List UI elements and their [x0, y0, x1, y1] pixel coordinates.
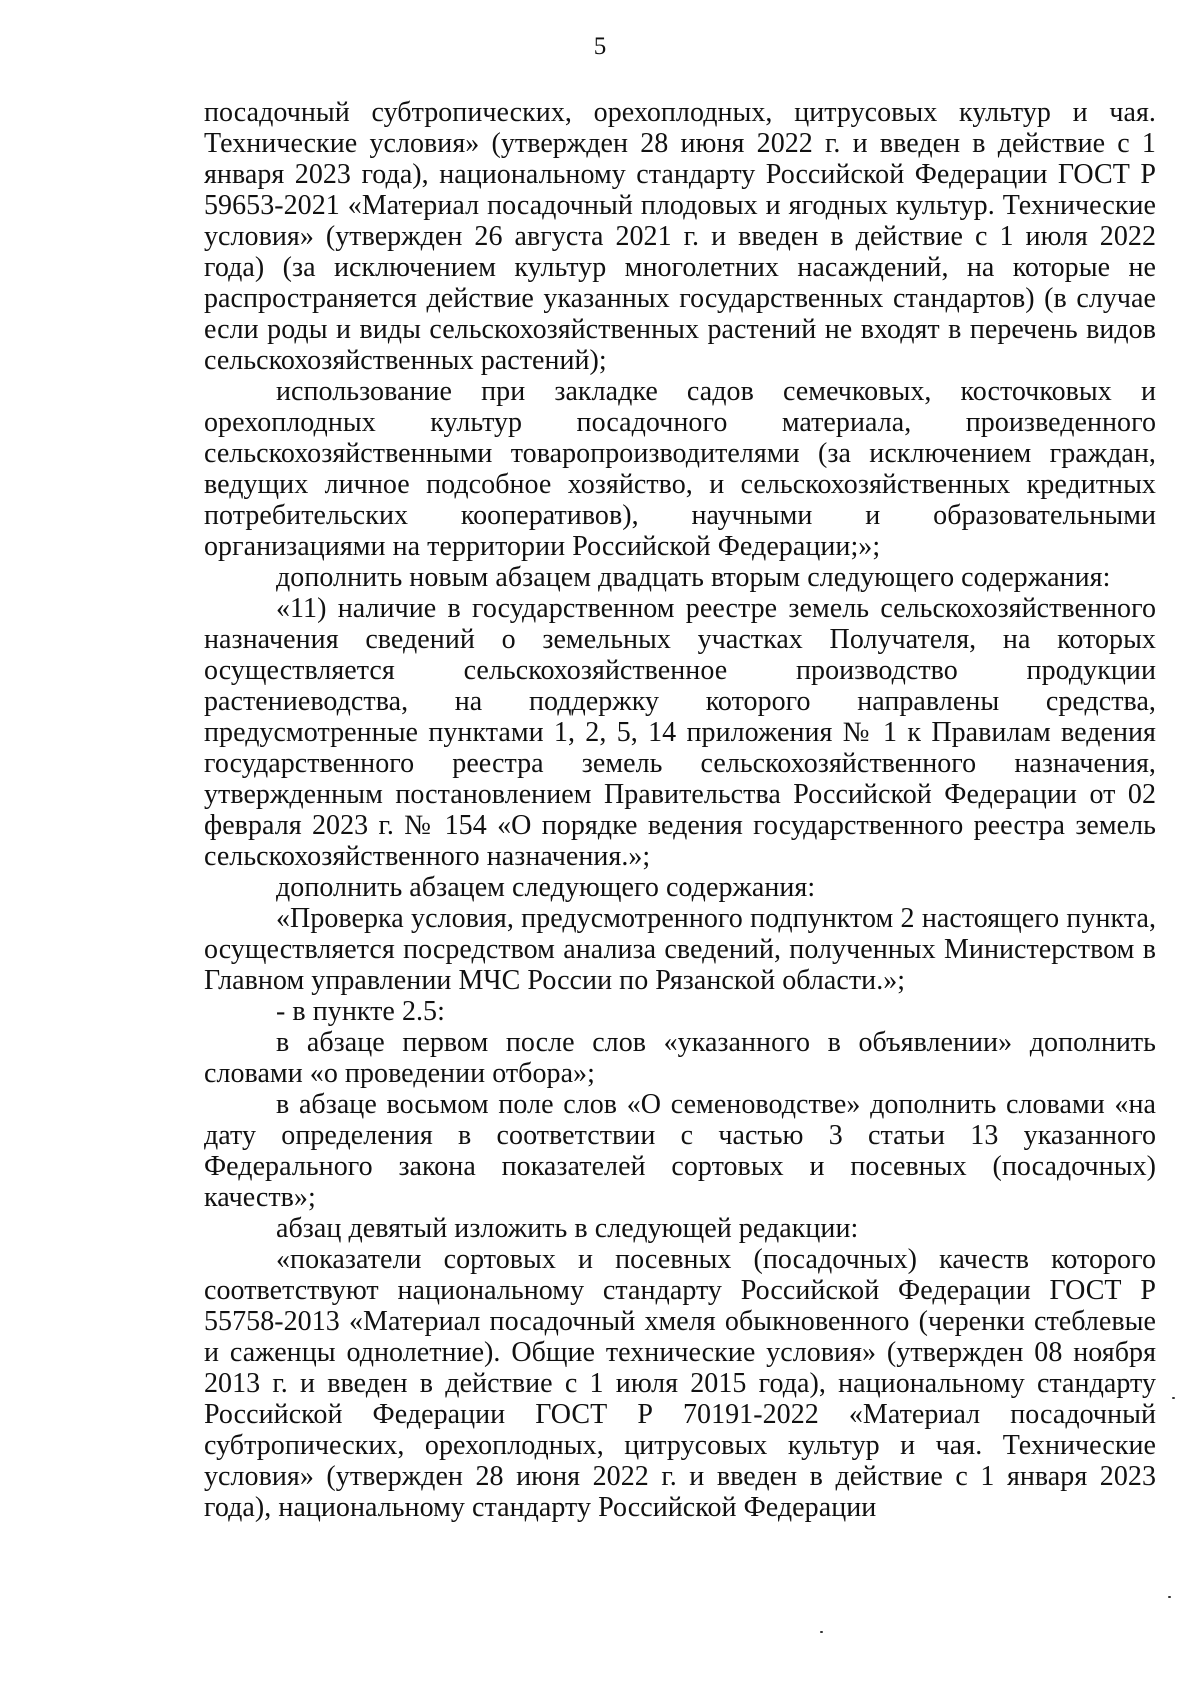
document-body: [204, 97, 1156, 1523]
scan-speck: [1168, 1596, 1171, 1598]
paragraph: в абзаце первом после слов «указанного в объявлении» дополнить словами «о проведении отбора»;: [204, 1027, 1156, 1089]
paragraph: абзац девятый изложить в следующей редакции:: [276, 1213, 859, 1244]
paragraph: «показатели сортовых и посевных (посадочных) качеств которого соответствуют национальному стандарту Российской Федерации ГОСТ Р 55758-2013 «Материал посадочный хмеля обыкновенного (черенки стеблевые и саженцы однолетние). Общие технические условия» (утвержден 08 ноября 2013 г. и введен в действие с 1 июля 2015 года), национальному стандарту Российской Федерации ГОСТ Р 70191-2022 «Материал посадочный субтропических, орехоплодных, цитрусовых культур и чая. Технические условия» (утвержден 28 июня 2022 г. и введен в действие с 1 января 2023 года), национальному стандарту Российской Федерации: [204, 1244, 1156, 1523]
paragraph: посадочный субтропических, орехоплодных, цитрусовых культур и чая. Технические условия» (утвержден 28 июня 2022 г. и введен в действие с 1 января 2023 года), национальному стандарту Российской Федерации ГОСТ Р 59653-2021 «Материал посадочный плодовых и ягодных культур. Технические условия» (утвержден 26 августа 2021 г. и введен в действие с 1 июля 2022 года) (за исключением культур многолетних насаждений, на которые не распространяется действие указанных государственных стандартов) (в случае если роды и виды сельскохозяйственных растений не входят в перечень видов сельскохозяйственных растений);: [204, 97, 1156, 376]
paragraph: «Проверка условия, предусмотренного подпунктом 2 настоящего пункта, осуществляется посредством анализа сведений, полученных Министерством в Главном управлении МЧС России по Рязанской области.»;: [204, 903, 1156, 996]
paragraph: использование при закладке садов семечковых, косточковых и орехоплодных культур посадочного материала, произведенного сельскохозяйственными товаропроизводителями (за исключением граждан, ведущих личное подсобное хозяйство, и сельскохозяйственных кредитных потребительских кооперативов), научными и образовательными организациями на территории Российской Федерации;»;: [204, 376, 1156, 562]
scan-speck: [820, 1631, 823, 1633]
scan-speck: [1172, 1397, 1175, 1399]
paragraph: дополнить абзацем следующего содержания:: [276, 872, 816, 903]
paragraph: дополнить новым абзацем двадцать вторым следующего содержания:: [276, 562, 1111, 593]
page-number: 5: [593, 33, 607, 60]
paragraph: - в пункте 2.5:: [276, 996, 445, 1027]
paragraph: в абзаце восьмом поле слов «О семеноводстве» дополнить словами «на дату определения в соответствии с частью 3 статьи 13 указанного Федерального закона показателей сортовых и посевных (посадочных) качеств»;: [204, 1089, 1156, 1213]
paragraph: «11) наличие в государственном реестре земель сельскохозяйственного назначения сведений о земельных участках Получателя, на которых осуществляется сельскохозяйственное производство продукции растениеводства, на поддержку которого направлены средства, предусмотренные пунктами 1, 2, 5, 14 приложения № 1 к Правилам ведения государственного реестра земель сельскохозяйственного назначения, утвержденным постановлением Правительства Российской Федерации от 02 февраля 2023 г. № 154 «О порядке ведения государственного реестра земель сельскохозяйственного назначения.»;: [204, 593, 1156, 872]
